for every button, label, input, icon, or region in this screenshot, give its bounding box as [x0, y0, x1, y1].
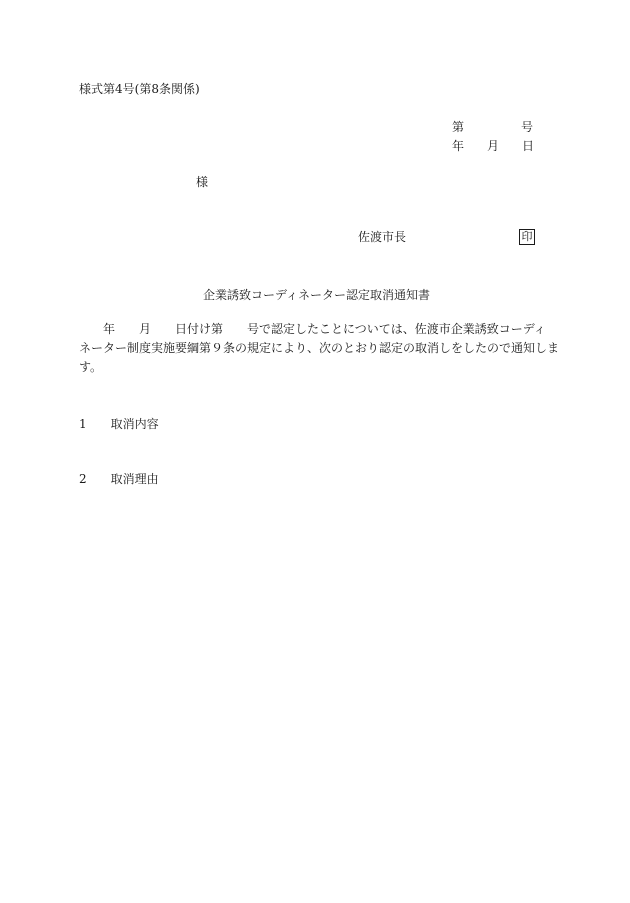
item-label: 取消理由 — [110, 472, 159, 486]
seal-mark: 印 — [519, 229, 535, 245]
document-title: 企業誘致コーディネーター認定取消通知書 — [203, 288, 431, 302]
sender-title: 佐渡市長 — [358, 230, 407, 244]
form-number-label: 様式第4号(第8条関係) — [79, 82, 200, 96]
addressee-honorific: 様 — [196, 175, 209, 189]
item-label: 取消内容 — [110, 417, 159, 431]
body-paragraph — [79, 320, 560, 377]
date-year-label: 年 — [452, 139, 465, 153]
document-number-prefix: 第 — [452, 120, 465, 134]
date-day-label: 日 — [522, 139, 535, 153]
date-month-label: 月 — [487, 139, 500, 153]
item-number: 1 — [79, 417, 87, 431]
document-number-suffix: 号 — [521, 120, 534, 134]
body-line-2: ネーター制度実施要綱第９条の規定により、次のとおり認定の取消しをしたので通知しま — [79, 341, 560, 355]
body-line-1: 年 月 日付け第 号で認定したことについては、佐渡市企業誘致コーディ — [79, 322, 546, 336]
item-number: 2 — [79, 472, 87, 486]
body-line-3: す。 — [79, 360, 103, 374]
item-cancellation-reason — [79, 472, 159, 486]
item-cancellation-content — [79, 417, 159, 431]
